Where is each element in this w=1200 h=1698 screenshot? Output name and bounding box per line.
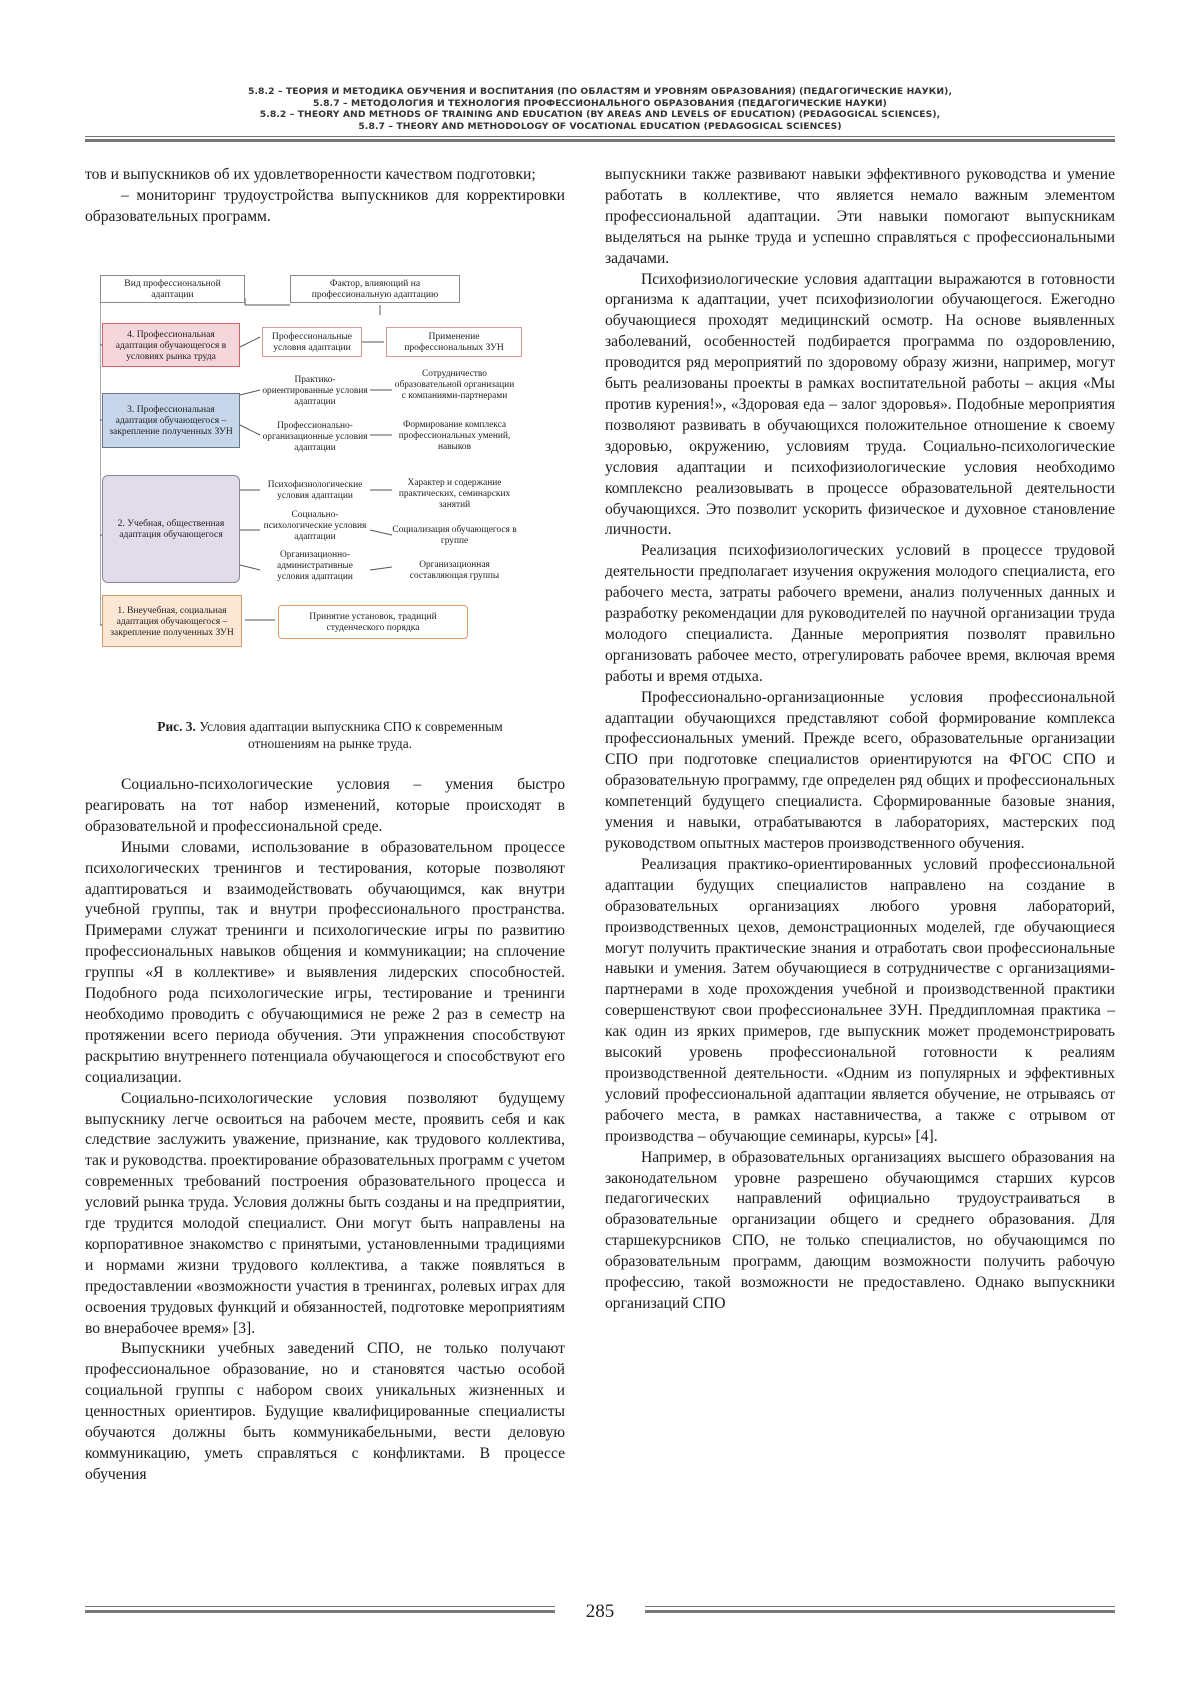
diagram-cond-prof: Профессиональные условия адаптации (262, 327, 362, 357)
diagram-cond-socpsych: Социально-психологические условия адаптации (263, 510, 367, 542)
header-line-1: 5.8.2 – ТЕОРИЯ И МЕТОДИКА ОБУЧЕНИЯ И ВОСПИТАНИЯ (ПО ОБЛАСТЯМ И УРОВНЯМ ОБРАЗОВАНИЯ) (ПЕДАГОГИЧЕСКИЕ НАУКИ), (247, 86, 953, 97)
figure-caption-text: Условия адаптации выпускника СПО к современным отношениям на рынке труда. (199, 719, 503, 751)
header-line-2: 5.8.7 – МЕТОДОЛОГИЯ И ТЕХНОЛОГИЯ ПРОФЕССИОНАЛЬНОГО ОБРАЗОВАНИЯ (ПЕДАГОГИЧЕСКИЕ НАУКИ) (313, 97, 887, 109)
figure-caption-label: Рис. 3. (157, 719, 196, 734)
diagram-cond-practice: Практико-ориентированные условия адаптации (262, 375, 368, 407)
diagram-cond-org: Профессионально-организационные условия адаптации (262, 421, 368, 453)
paragraph: Реализация психофизиологических условий в процессе трудовой деятельности предполагает изучения окружения молодого специалиста, его рабочего места, затраты рабочего времени, анализ полученных данных и разработку рекомендации для руководителей по научной организации труда молодого специалиста. Данные мероприятия позволят правильно организовать рабочее место, отрегулировать рабочее время, включая время работы и время отдыха. (605, 542, 1115, 685)
paragraph: Социально-психологические условия – умения быстро реагировать на тот набор изменений, которые происходят в образовательной и профессиональной среде. (85, 776, 565, 835)
paragraph: тов и выпускников об их удовлетворенности качеством подготовки; (85, 166, 536, 183)
diagram-res-psychophys: Характер и содержание практических, семинарских занятий (398, 478, 511, 510)
figure-adaptation-diagram (100, 275, 560, 705)
diagram-head-right: Фактор, влияющий на профессиональную адаптацию (290, 275, 460, 303)
page-number: 285 (585, 1601, 615, 1622)
diagram-res-prof: Применение профессиональных ЗУН (386, 327, 522, 357)
diagram-res-org: Формирование комплекса профессиональных умений, навыков (398, 420, 511, 452)
paragraph: Психофизиологические условия адаптации выражаются в готовности организма к адаптации, учет психофизиологии обучающегося. Ежегодно обучающиеся проходят медицинский осмотр. На основе выявленных заболеваний, особенностей подбирается программа по оздоровлению, проводится ряд мероприятий по здоровому образу жизни, например, могут быть реализованы проекты в рамках воспитательной работы – акция «Мы против курения!», «Здоровая еда – залог здоровья». Подобные мероприятия позволяют развивать в обучающихся положительное отношение к своему здоровью, окружению, условиям труда. Социально-психологические условия адаптации и психофизиологические условия необходимо комплексно реализовывать в процессе образовательной деятельности обучающихся. Это позволит ускорить физическое и духовное становление личности. (605, 270, 1115, 539)
header-rule (85, 136, 1115, 142)
paragraph: – мониторинг трудоустройства выпускников для корректировки образовательных программ. (85, 186, 565, 225)
diagram-level-4: 4. Профессиональная адаптация обучающегося в условиях рынка труда (102, 323, 240, 367)
paragraph: Например, в образовательных организациях высшего образования на законодательном уровне разрешено обучающимся старших курсов педагогических направлений официально трудоустраиваться в образовательные организации общего и среднего образования. Для старшекурсников СПО, не только специалистов, но обучающимся по образовательным программ, дающим возможности получить рабочую профессию, такой возможности не предоставлено. Однако выпускники организаций СПО (605, 1148, 1115, 1312)
left-column-bottom (85, 775, 565, 1486)
paragraph: Социально-психологические условия позволяют будущему выпускнику легче освоиться на рабочем месте, проявить себя и как следствие заслужить уважение, признание, как трудового коллектива, так и руководства. проектирование образовательных программ с учетом современных требований построения образовательного процесса и условий рынка труда. Условия должны быть созданы и на предприятии, где трудится молодой специалист. Они могут быть направлены на корпоративное знакомство с принятыми, установленными традициями и нормами жизни трудового коллектива, а также появляться в предоставлении «возможности участия в тренингах, ролевых играх для освоения трудовых функций и обязанностей, подготовке мероприятиям во внерабочее время» [3]. (85, 1089, 565, 1337)
diagram-level-1: 1. Внеучебная, социальная адаптация обучающегося – закрепление полученных ЗУН (102, 595, 242, 647)
paragraph: Иными словами, использование в образовательном процессе психологических тренингов и тестирования, которые позволяют адаптироваться и взаимодействовать обучающимся, как внутри учебной группы, так и внутри профессионального пространства. Примерами служат тренинги и психологические игры по развитию профессиональных навыков общения и коммуникации; на сплочение группы «Я в коллективе» и выявления лидерских способностей. Подобного рода психологические игры, тестирование и тренинги необходимо проводить с обучающимися не реже 2 раз в семестр на протяжении всего периода обучения. Эти упражнения способствуют раскрытию внутреннего потенциала обучающегося и способствуют его социализации. (85, 838, 565, 1086)
diagram-cond-psychophys: Психофизиологические условия адаптации (267, 480, 363, 501)
header-line-4: 5.8.7 – THEORY AND METHODOLOGY OF VOCATIONAL EDUCATION (PEDAGOGICAL SCIENCES) (358, 120, 842, 132)
diagram-level-2: 2. Учебная, общественная адаптация обучающегося (102, 475, 240, 583)
diagram-level-3: 3. Профессиональная адаптация обучающегося – закрепление полученных ЗУН (102, 393, 240, 448)
paragraph: выпускники также развивают навыки эффективного руководства и умение работать в коллективе, что является немало важным элементом профессиональной адаптации. Эти навыки помогают выпускникам выделяться на рынке труда и успешно справляться с профессиональными задачами. (605, 166, 1115, 267)
diagram-cond-admin: Организационно-административные условия адаптации (277, 550, 353, 582)
right-column (605, 165, 1115, 1315)
paragraph: Профессионально-организационные условия профессиональной адаптации обучающихся представляют собой формирование комплекса профессиональных умений. Прежде всего, образовательные организации СПО при подготовке специалистов ориентируются на ФГОС СПО и образовательную программу, где определен ряд общих и профессиональных компетенций будущего специалиста. Сформированные базовые знания, умения и навыки, отрабатываются в лабораториях, мастерских под руководством опытных мастеров производственного обучения. (605, 688, 1115, 852)
diagram-res-admin: Организационная составляющая группы (409, 560, 500, 581)
footer-rule-right (645, 1606, 1115, 1613)
header-line-3: 5.8.2 – THEORY AND METHODS OF TRAINING AND EDUCATION (BY AREAS AND LEVELS OF EDUCATION) (PEDAGOGICAL SCIENCES), (259, 109, 941, 120)
diagram-res-practice: Сотрудничество образовательной организации с компаниями-партнерами (394, 369, 515, 401)
figure-caption (130, 718, 530, 752)
paragraph: Реализация практико-ориентированных условий профессиональной адаптации будущих специалистов направлено на создание в образовательных организациях любого уровня лабораторий, производственных цехов, демонстрационных моделей, где обучающиеся могут получить практические знания и отработать свои профессиональные навыки и умения. Затем обучающиеся в сотрудничестве с организациями-партнерами в ходе прохождения учебной и производственной практики совершенствуют свои профессиональнее ЗУН. Преддипломная практика – как один из ярких примеров, где выпускник может продемонстрировать высокий уровень профессиональной готовности к реалиям производственной деятельности. «Одним из популярных и эффективных условий профессиональной адаптации является обучение, не отрываясь от рабочего места, в рамках наставничества, а также с отрывом от производства – обучающие семинары, курсы» [4]. (605, 855, 1115, 1145)
running-header (85, 86, 1115, 132)
footer-rule-left (85, 1606, 555, 1613)
left-column-top (85, 165, 565, 228)
diagram-head-left: Вид профессиональной адаптации (100, 275, 245, 303)
paragraph: Выпускники учебных заведений СПО, не только получают профессиональное образование, но и становятся частью особой социальной группы с набором своих уникальных жизненных и ценностных ориентиров. Будущие квалифицированные специалисты обучаются должны быть коммуникабельными, вести деловую коммуникацию, уметь справляться с конфликтами. В процессе обучения (85, 1340, 565, 1483)
diagram-res-socpsych: Социализация обучающегося в группе (392, 525, 517, 546)
diagram-res-level-1: Принятие установок, традиций студенческого порядка (278, 605, 468, 639)
